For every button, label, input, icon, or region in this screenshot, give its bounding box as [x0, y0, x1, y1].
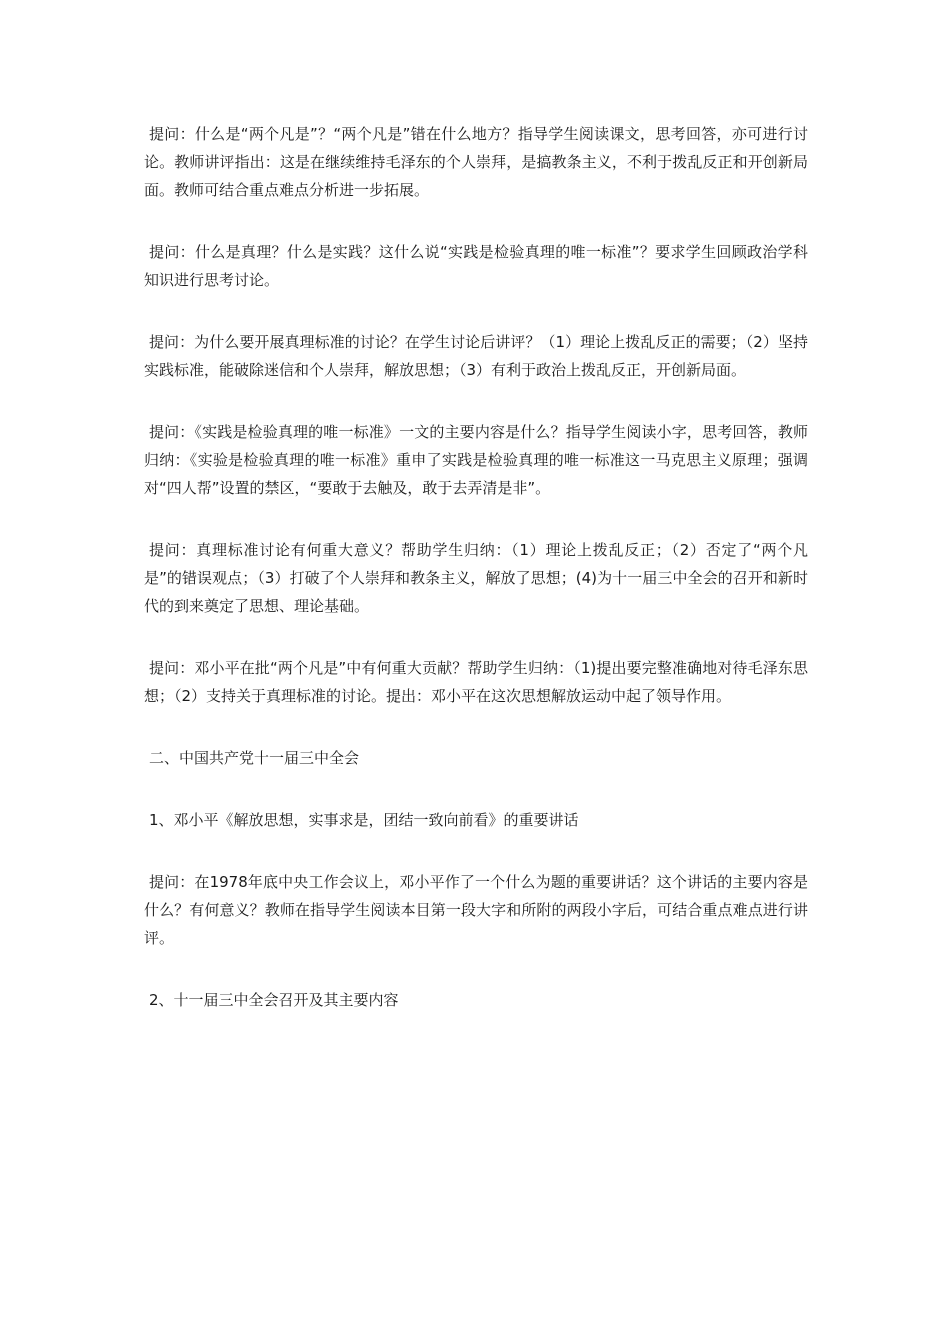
paragraph-significance: 提问：真理标准讨论有何重大意义？帮助学生归纳：（1）理论上拨乱反正；（2）否定了“两个凡是”的错误观点；（3）打破了个人崇拜和教条主义，解放了思想；(4)为十一届三中全会的召开和新时代的到来奠定了思想、理论基础。	[144, 541, 808, 615]
paragraph-truth-practice: 提问：什么是真理？什么是实践？这什么说“实践是检验真理的唯一标准”？要求学生回顾政治学科知识进行思考讨论。	[144, 243, 808, 289]
paragraph-article-content: 提问：《实践是检验真理的唯一标准》一文的主要内容是什么？指导学生阅读小字，思考回答，教师归纳：《实验是检验真理的唯一标准》重申了实践是检验真理的唯一标准这一马克思主义原理；强调对“四人帮”设置的禁区，“要敢于去触及，敢于去弄清是非”。	[144, 423, 808, 497]
paragraph-why-discussion: 提问：为什么要开展真理标准的讨论？在学生讨论后讲评？（1）理论上拨乱反正的需要；（2）坚持实践标准，能破除迷信和个人崇拜，解放思想；（3）有利于政治上拨乱反正，开创新局面。	[144, 333, 808, 379]
paragraph-deng-speech: 提问：在1978年底中央工作会议上，邓小平作了一个什么为题的重要讲话？这个讲话的主要内容是什么？有何意义？教师在指导学生阅读本目第一段大字和所附的两段小字后，可结合重点难点进行讲评。	[144, 873, 808, 947]
subsection-heading-2: 2、十一届三中全会召开及其主要内容	[149, 991, 399, 1009]
section-heading: 二、中国共产党十一届三中全会	[149, 749, 360, 767]
paragraph-two-whatevers: 提问：什么是“两个凡是”？“两个凡是”错在什么地方？指导学生阅读课文，思考回答，亦可进行讨论。教师讲评指出：这是在继续维持毛泽东的个人崇拜，是搞教条主义，不利于拨乱反正和开创新局面。教师可结合重点难点分析进一步拓展。	[144, 125, 808, 199]
document-body	[144, 120, 808, 1048]
subsection-heading-1: 1、邓小平《解放思想，实事求是，团结一致向前看》的重要讲话	[149, 811, 579, 829]
paragraph-deng-contribution: 提问：邓小平在批“两个凡是”中有何重大贡献？帮助学生归纳：（1)提出要完整准确地对待毛泽东思想；（2）支持关于真理标准的讨论。提出：邓小平在这次思想解放运动中起了领导作用。	[144, 659, 808, 705]
